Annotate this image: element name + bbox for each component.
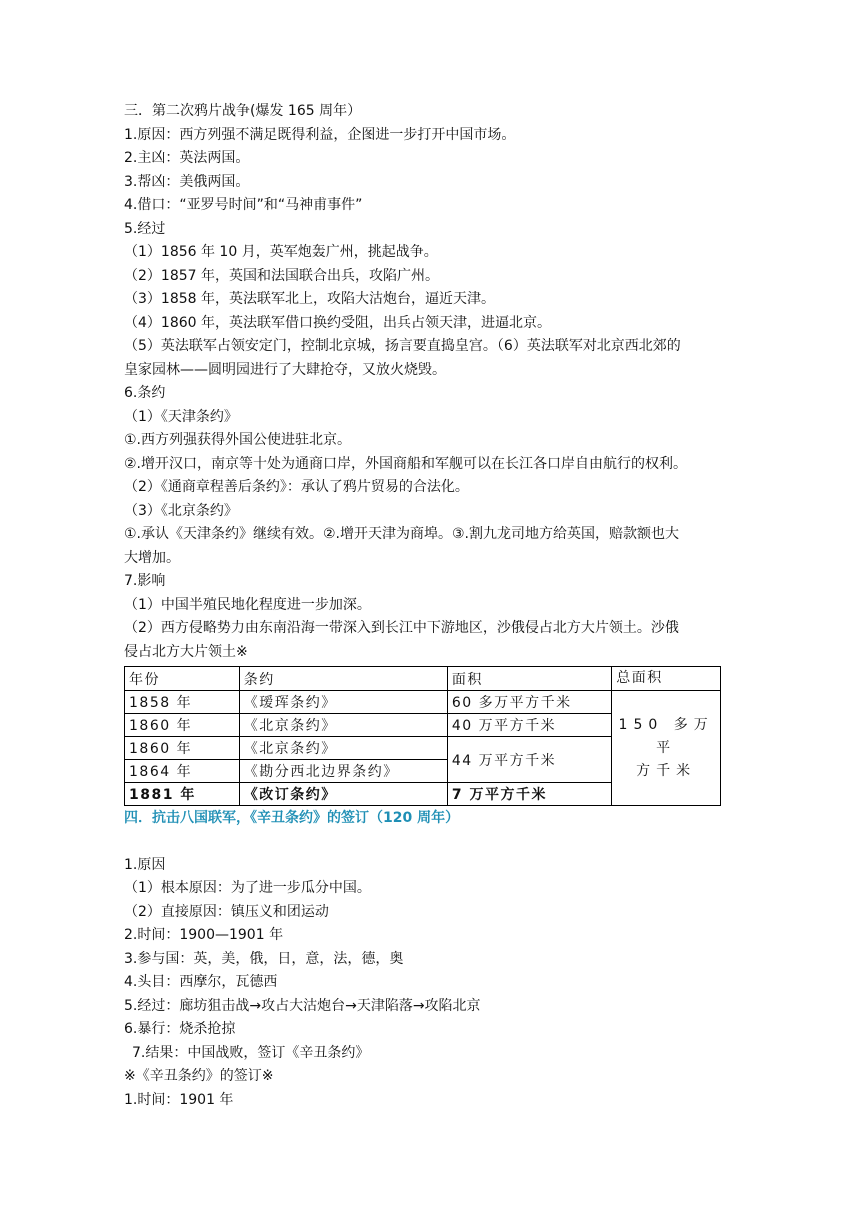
table-cell-year: 1881 年 [125,783,240,806]
table-cell-area: 7 万平方千米 [447,783,611,806]
table-cell-total [612,691,721,806]
table-cell-treaty: 《北京条约》 [239,714,447,737]
s4-atrocities: 6.暴行：烧杀抢掠 [124,1021,236,1037]
treaty-tianjin-point-2: ②.增开汉口，南京等十处为通商口岸，外国商船和军舰可以在长江各口岸自由航行的权利。 [124,455,687,472]
s4-participants: 3.参与国：英，美，俄，日，意，法，德，奥 [124,950,404,967]
table-cell-year: 1858 年 [125,691,240,714]
table-header-cell: 年份 [125,667,240,691]
impact-item-1: （1）中国半殖民地化程度进一步加深。 [124,596,371,613]
table-header-row [125,667,721,691]
table-row [125,691,721,714]
process-heading: 5.经过 [124,220,166,237]
table-cell-treaty: 《改订条约》 [239,783,447,806]
accomplice-line: 3.帮凶：美俄两国。 [124,173,250,190]
impact-item-2-cont: 侵占北方大片领土※ [124,643,248,660]
territory-table [124,666,721,806]
table-cell-area: 60 多万平方千米 [447,691,611,714]
s4-cause-heading: 1.原因 [124,856,166,873]
table-cell-year: 1864 年 [125,760,240,783]
total-line-2: 方千米 [636,762,697,779]
total-line-1: 150 多万平 [618,716,714,756]
s4-time: 2.时间：1900—1901 年 [124,927,284,943]
process-item-5-cont: 皇家园林——圆明园进行了大肆抢夺，又放火烧毁。 [124,361,446,378]
process-item-5: （5）英法联军占领安定门，控制北京城，扬言要直捣皇宫。（6）英法联军对北京西北郊的 [124,338,681,354]
cause-line: 1.原因：西方列强不满足既得利益，企图进一步打开中国市场。 [124,126,516,143]
treaty-tianjin-point-1: ①.西方列强获得外国公使进驻北京。 [124,432,352,448]
treaty-tianjin: （1）《天津条约》 [124,408,238,425]
process-item-1: （1）1856 年 10 月，英军炮轰广州，挑起战争。 [124,244,438,260]
table-cell-area: 40 万平方千米 [447,714,611,737]
document-page [124,100,736,1112]
table-cell-treaty: 《北京条约》 [239,737,447,760]
main-culprit-line: 2.主凶：英法两国。 [124,150,250,166]
process-item-4: （4）1860 年，英法联军借口换约受阻，出兵占领天津，进逼北京。 [124,314,551,331]
treaty-beijing-points-cont: 大增加。 [124,549,180,566]
pretext-line: 4.借口：“亚罗号时间”和“马神甫事件” [124,197,363,213]
table-cell-treaty: 《勘分西北边界条约》 [239,760,447,783]
s4-leaders: 4.头目：西摩尔，瓦德西 [124,974,278,990]
table-header-cell: 面积 [447,667,611,691]
impact-item-2: （2）西方侵略势力由东南沿海一带深入到长江中下游地区，沙俄侵占北方大片领土。沙俄 [124,620,679,636]
treaties-heading: 6.条约 [124,385,166,401]
process-item-3: （3）1858 年，英法联军北上，攻陷大沽炮台，逼近天津。 [124,291,495,307]
table-header-cell: 总面积 [612,667,721,691]
s4-result: 7.结果：中国战败，签订《辛丑条约》 [132,1044,370,1061]
table-cell-year: 1860 年 [125,714,240,737]
table-cell-year: 1860 年 [125,737,240,760]
s4-treaty-heading: ※《辛丑条约》的签订※ [124,1068,274,1084]
process-item-2: （2）1857 年，英国和法国联合出兵，攻陷广州。 [124,267,439,284]
treaty-beijing-points: ①.承认《天津条约》继续有效。②.增开天津为商埠。③.割九龙司地方给英国，赔款额也大 [124,526,680,542]
table-header-cell: 条约 [239,667,447,691]
table-cell-area: 44 万平方千米 [447,737,611,783]
s4-treaty-time: 1.时间：1901 年 [124,1091,234,1108]
treaty-commerce: （2）《通商章程善后条约》：承认了鸦片贸易的合法化。 [124,479,469,495]
table-cell-treaty: 《瑷珲条约》 [239,691,447,714]
s4-process: 5.经过：廊坊狙击战→攻占大沽炮台→天津陷落→攻陷北京 [124,997,481,1014]
impact-heading: 7.影响 [124,573,166,589]
section-4-title: 四．抗击八国联军，《辛丑条约》的签订（120 周年） [124,810,460,826]
blank-line [124,830,736,854]
s4-direct-cause: （2）直接原因：镇压义和团运动 [124,903,329,920]
section-3-title: 三．第二次鸦片战争(爆发 165 周年） [124,103,362,119]
s4-root-cause: （1）根本原因：为了进一步瓜分中国。 [124,880,371,896]
treaty-beijing: （3）《北京条约》 [124,502,238,519]
